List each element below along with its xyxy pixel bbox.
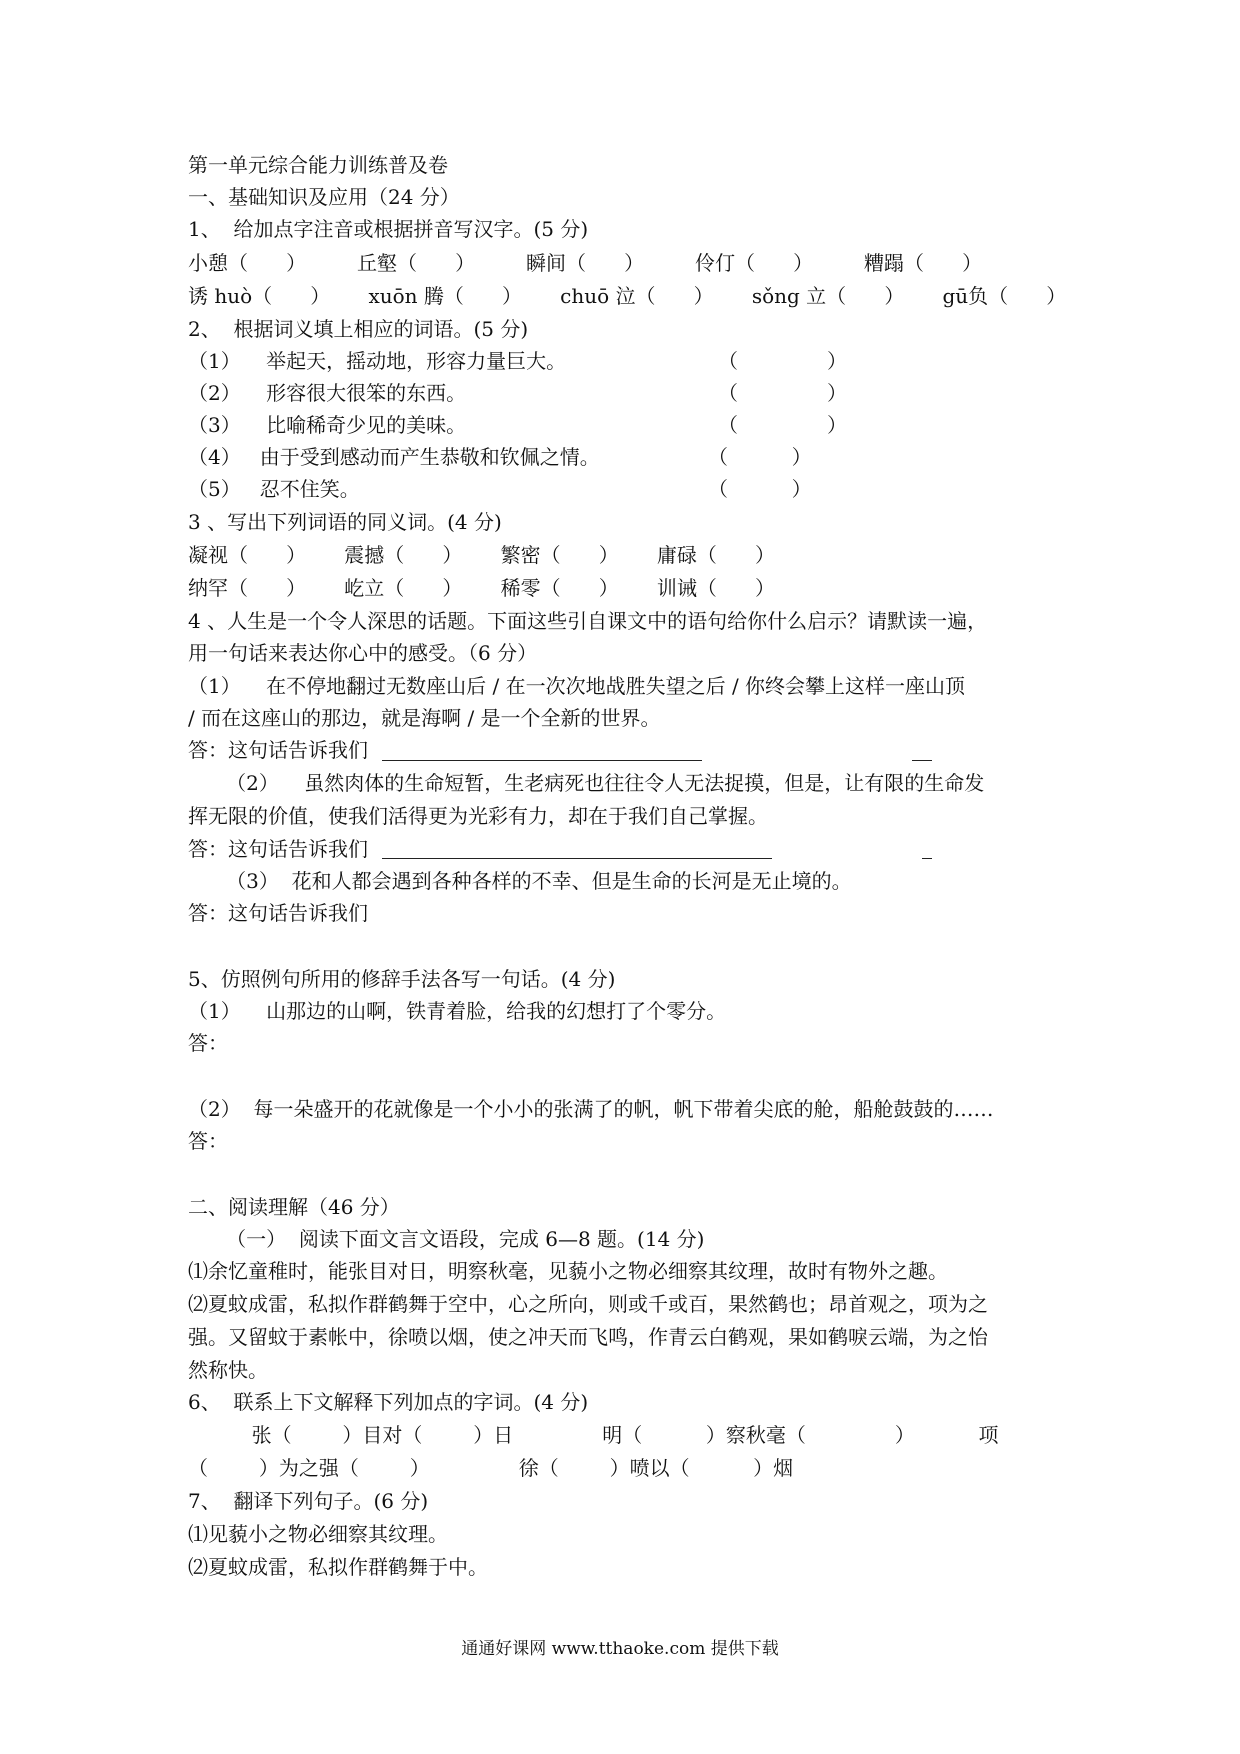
passage-paragraph-1: ⑴余忆童稚时，能张目对日，明察秋毫，见藐小之物必细察其纹理，故时有物外之趣。: [188, 1259, 948, 1283]
q4-item-2-line-2: 挥无限的价值，使我们活得更为光彩有力，却在于我们自己掌握。: [188, 804, 768, 828]
q2-blank-5: （ ）: [708, 477, 812, 501]
section-1-heading: 一、基础知识及应用（24 分）: [188, 185, 460, 209]
q2-blank-4: （ ）: [708, 445, 812, 469]
q5-answer-2: 答：: [188, 1129, 228, 1153]
q4-prompt-line-2: 用一句话来表达你心中的感受。（6 分）: [188, 641, 538, 665]
page-footer: 通通好课网 www.tthaoke.com 提供下载: [461, 1639, 779, 1659]
passage-heading: （一） 阅读下面文言文语段，完成 6—8 题。(14 分): [188, 1227, 705, 1251]
q7-item-2: ⑵夏蚊成雷，私拟作群鹤舞于中。: [188, 1555, 488, 1579]
q1-row-1: 小憩（ ） 丘壑（ ） 瞬间（ ） 伶仃（ ） 糟蹋（ ）: [188, 251, 983, 275]
q2-blank-3: （ ）: [718, 413, 848, 437]
passage-paragraph-2-line-2: 强。又留蚊于素帐中，徐喷以烟，使之冲天而飞鸣，作青云白鹤观，果如鹤唳云端，为之怡: [188, 1325, 988, 1349]
q6-prompt: 6、 联系上下文解释下列加点的字词。(4 分): [188, 1390, 589, 1414]
q5-item-1: （1） 山那边的山啊，铁青着脸，给我的幻想打了个零分。: [188, 999, 727, 1023]
q2-item-3: （3） 比喻稀奇少见的美味。: [188, 413, 467, 437]
q2-item-4: （4） 由于受到感动而产生恭敬和钦佩之情。: [188, 445, 600, 469]
q2-blank-1: （ ）: [718, 349, 848, 373]
passage-paragraph-2-line-1: ⑵夏蚊成雷，私拟作群鹤舞于空中，心之所向，则或千或百，果然鹤也；昂首观之，项为之: [188, 1292, 988, 1316]
q7-item-1: ⑴见藐小之物必细察其纹理。: [188, 1522, 448, 1546]
q5-prompt: 5、仿照例句所用的修辞手法各写一句话。(4 分): [188, 967, 616, 991]
q2-blank-2: （ ）: [718, 381, 848, 405]
q2-item-5: （5） 忍不住笑。: [188, 477, 360, 501]
q6-row-2: （ ）为之强（ ） 徐（ ）喷以（ ）烟: [188, 1456, 794, 1480]
q5-answer-1: 答：: [188, 1031, 228, 1055]
q4-item-1-line-2: / 而在这座山的那边，就是海啊 / 是一个全新的世界。: [188, 706, 661, 730]
q4-answer-1-line: [382, 760, 702, 761]
exam-title: 第一单元综合能力训练普及卷: [188, 153, 448, 177]
q4-answer-2-mark: [922, 858, 932, 859]
q4-prompt-line-1: 4 、人生是一个令人深思的话题。下面这些引自课文中的语句给你什么启示？请默读一遍，: [188, 609, 988, 633]
passage-paragraph-2-line-3: 然称快。: [188, 1358, 268, 1382]
q2-item-1: （1） 举起天，摇动地，形容力量巨大。: [188, 349, 567, 373]
q6-row-1: 张（ ）目对（ ）日 明（ ）察秋毫（ ） 项: [188, 1423, 999, 1447]
q4-answer-1: 答：这句话告诉我们: [188, 738, 368, 762]
q3-prompt: 3 、写出下列词语的同义词。(4 分): [188, 510, 502, 534]
q3-row-1: 凝视（ ） 震撼（ ） 繁密（ ） 庸碌（ ）: [188, 543, 776, 567]
q4-answer-1-mark: [912, 760, 932, 761]
q4-answer-2: 答：这句话告诉我们: [188, 837, 368, 861]
q3-row-2: 纳罕（ ） 屹立（ ） 稀零（ ） 训诫（ ）: [188, 576, 776, 600]
q7-prompt: 7、 翻译下列句子。(6 分): [188, 1489, 429, 1513]
q1-row-2: 诱 huò（ ） xuōn 腾（ ） chuō 泣（ ） sǒng 立（ ） gū负（ ）: [188, 284, 1067, 308]
q4-answer-3: 答：这句话告诉我们: [188, 901, 368, 925]
q2-prompt: 2、 根据词义填上相应的词语。(5 分): [188, 317, 529, 341]
q2-item-2: （2） 形容很大很笨的东西。: [188, 381, 467, 405]
q4-item-2-line-1: （2） 虽然肉体的生命短暂，生老病死也往往令人无法捉摸，但是，让有限的生命发: [188, 771, 985, 795]
q5-item-2: （2） 每一朵盛开的花就像是一个小小的张满了的帆，帆下带着尖底的舱，船舱鼓鼓的……: [188, 1097, 994, 1121]
q4-item-3: （3） 花和人都会遇到各种各样的不幸、但是生命的长河是无止境的。: [188, 869, 852, 893]
q1-prompt: 1、 给加点字注音或根据拼音写汉字。(5 分): [188, 217, 589, 241]
q4-answer-2-line: [382, 858, 772, 859]
q4-item-1-line-1: （1） 在不停地翻过无数座山后 / 在一次次地战胜失望之后 / 你终会攀上这样一座山顶: [188, 674, 966, 698]
section-2-heading: 二、阅读理解（46 分）: [188, 1195, 400, 1219]
